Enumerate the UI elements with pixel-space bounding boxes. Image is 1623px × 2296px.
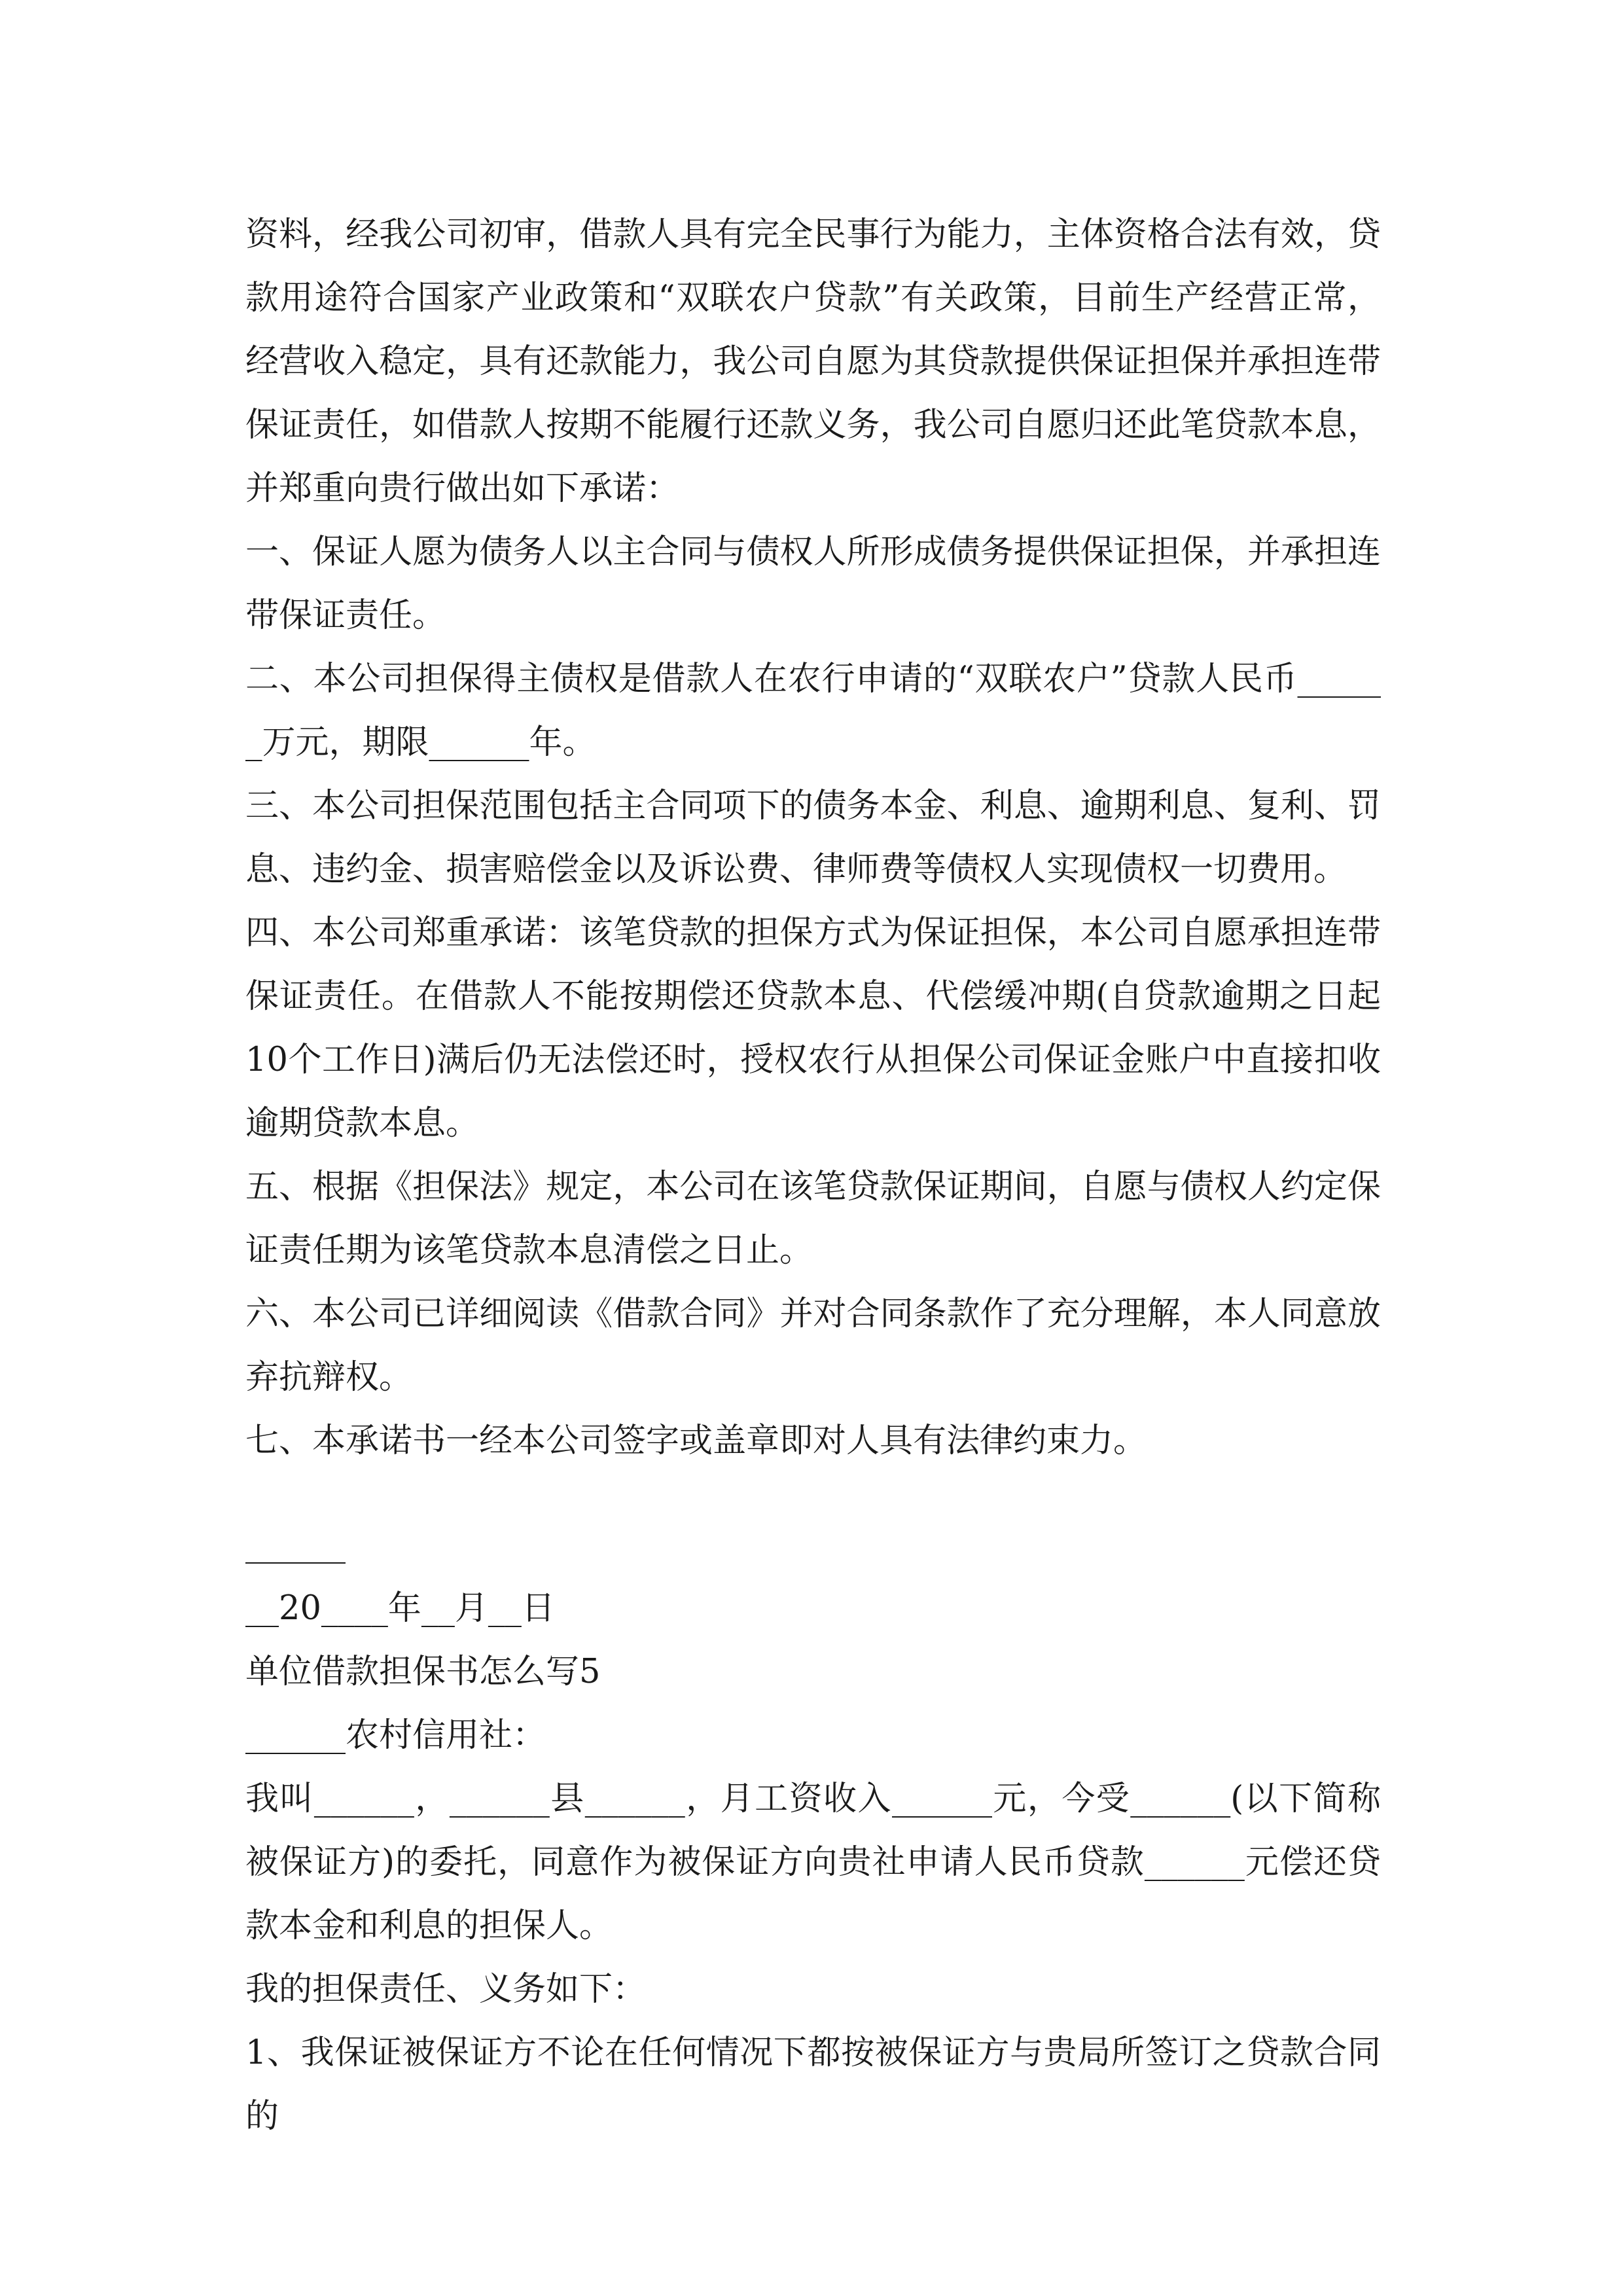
section-title: 单位借款担保书怎么写5 (245, 1653, 601, 1691)
paragraph-clause-3: 三、本公司担保范围包括主合同项下的债务本金、利息、逾期利息、复利、罚息、违约金、损害赔偿金以及诉讼费、律师费等债权人实现债权一切费用。 (245, 787, 1381, 889)
document-body (245, 203, 1381, 2148)
addressee: ______农村信用社： (245, 1716, 546, 1755)
paragraph-clause-1: 一、保证人愿为债务人以主合同与债权人所形成债务提供保证担保，并承担连带保证责任。 (245, 533, 1381, 635)
paragraph-duties-heading: 我的担保责任、义务如下： (245, 1970, 647, 2009)
paragraph-clause-5: 五、根据《担保法》规定，本公司在该笔贷款保证期间，自愿与债权人约定保证责任期为该笔贷款本息清偿之日止。 (245, 1168, 1381, 1270)
date-line: __20____年__月__日 (245, 1589, 555, 1628)
spacer (245, 1473, 1381, 1513)
paragraph-clause-7: 七、本承诺书一经本公司签字或盖章即对人具有法律约束力。 (245, 1422, 1147, 1460)
signature-line: ______ (245, 1526, 346, 1564)
paragraph-guarantor-intro: 我叫______，______县______，月工资收入______元，今受______(以下简称被保证方)的委托，同意作为被保证方向贵社申请人民币贷款______元偿还贷款本金和利息的担保人。 (245, 1780, 1381, 1945)
paragraph-clause-4: 四、本公司郑重承诺：该笔贷款的担保方式为保证担保，本公司自愿承担连带保证责任。在借款人不能按期偿还贷款本息、代偿缓冲期(自贷款逾期之日起10个工作日)满后仍无法偿还时，授权农行从担保公司保证金账户中直接扣收逾期贷款本息。 (245, 914, 1381, 1143)
paragraph-clause-2: 二、本公司担保得主债权是借款人在农行申请的“双联农户”贷款人民币______万元，期限______年。 (245, 660, 1381, 762)
paragraph-clause-6: 六、本公司已详细阅读《借款合同》并对合同条款作了充分理解，本人同意放弃抗辩权。 (245, 1295, 1381, 1397)
paragraph-duty-1: 1、我保证被保证方不论在任何情况下都按被保证方与贵局所签订之贷款合同的 (245, 2034, 1381, 2136)
paragraph-intro: 资料，经我公司初审，借款人具有完全民事行为能力，主体资格合法有效，贷款用途符合国家产业政策和“双联农户贷款”有关政策，目前生产经营正常，经营收入稳定，具有还款能力，我公司自愿为其贷款提供保证担保并承担连带保证责任，如借款人按期不能履行还款义务，我公司自愿归还此笔贷款本息，并郑重向贵行做出如下承诺： (245, 215, 1381, 508)
